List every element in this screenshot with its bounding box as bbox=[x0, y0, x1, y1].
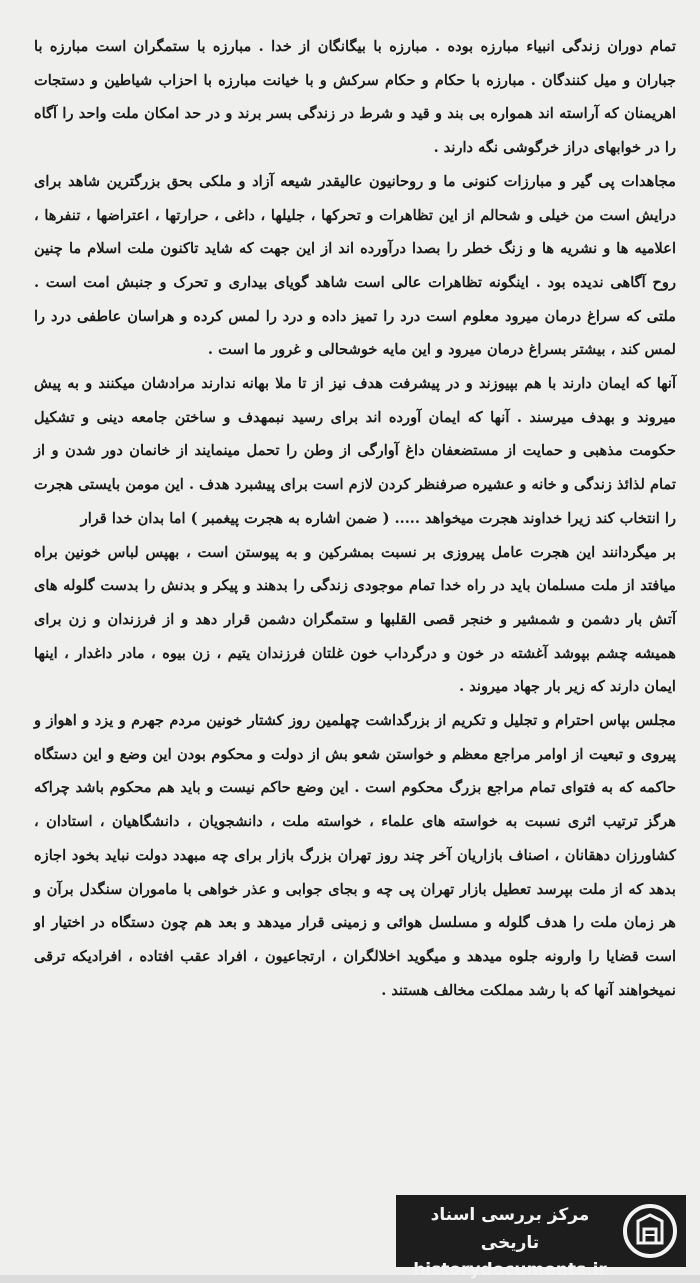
archive-logo-icon bbox=[622, 1203, 678, 1259]
paragraph-5: مجلس بپاس احترام و تجلیل و تکریم از بزرگداشت چهلمین روز کشتار خونین مردم جهرم و یزد و اهواز و پیروی و تبعیت از اوامر مراجع معظم و خواستن شعو بش از دولت و محکوم بودن این وضع و این دستگاه حاکمه که به فتوای تمام مراجع بزرگ محکوم است . این وضع حاکم نیست و باید هم محکوم باشد چراکه هرگز ترتیب اثری نسبت به خواسته های علماء ، خواسته ملت ، دانشجویان ، دانشگاهیان ، استادان ، کشاورزان دهقانان ، اصناف بازاریان آخر چند روز تهران بزرگ بازار برای چه مبهدد دولت نباید بخود اجازه بدهد که از ملت بپرسد تعطیل بازار تهران پی چه و بجای جوابی و عذر خواهی با ماموران سنگدل برآن و هر زمان ملت را هدف گلوله و مسلسل هوائی و زمینی قرار میدهد و بعد هم چون دستگاه در اختیار او است قضایا را وارونه جلوه میدهد و میگوید اخلالگران ، ارتجاعیون ، افراد عقب افتاده ، افرادیکه ترقی نمیخواهند آنها که با رشد مملکت مخالف هستند . bbox=[34, 712, 676, 999]
paragraph-1: تمام دوران زندگی انبیاء مبارزه بوده . مبارزه با بیگانگان از خدا . مبارزه با ستمگران است مبارزه با جباران و میل کنندگان . مبارزه با حکام و حکام سرکش و با خیانت مبارزه با احزاب شیاطین و دستجات اهریمنان که آراسته اند همواره بی بند و قید و شرط در زندگی بسر برند و در حد امکان ملت واحد را آگاه را در خوابهای دراز خرگوشی نگه دارند . bbox=[34, 38, 676, 157]
paragraph-2: مجاهدات پی گیر و مبارزات کنونی ما و روحانیون عالیقدر شیعه آزاد و ملکی بحق بزرگترین شاهد برای درایش است من خیلی و شحالم از این تظاهرات و تحرکها ، جلیلها ، داغی ، حرارتها ، اعتراضها ، تنفرها ، اعلامیه ها و نشریه ها و زنگ خطر را بصدا درآورده اند از این جهت که شاید تاکنون ملت اسلام ما چنین روح آگاهی ندیده بود . اینگونه تظاهرات عالی است شاهد گویای بیداری و تحرک و جنبش امت است . ملتی که سراغ درمان میرود معلوم است درد را تمیز داده و درد را لمس کرده و هراسان عاطفی درد را لمس کند ، بیشتر بسراغ درمان میرود و این مایه خوشحالی و غرور ما است . bbox=[34, 172, 676, 359]
watermark-title: مرکز بررسی اسناد تاریخی bbox=[430, 1205, 590, 1253]
paragraph-3: آنها که ایمان دارند با هم بپیوزند و در پیشرفت هدف نیز از تا ملا بهانه ندارند مرادشان میکنند و به پیش میروند و بهدف میرسند . آنها که ایمان آورده اند برای رسید نبمهدف و ساختن جامعه دینی و تشکیل حکومت مذهبی و حمایت از مستضعفان داغ آوارگی از وطن را تحمل مینمایند از خانمان دور شدن و از تمام لذائذ زندگی و خانه و عشیره صرفنظر کردن لازم است برای پیشبرد هدف . این مومن بایستی هجرت را انتخاب کند زیرا خداوند هجرت میخواهد ..... ( ضمن اشاره به هجرت پیغمبر ) اما بدان خدا قرار bbox=[34, 375, 676, 527]
watermark-banner bbox=[396, 1195, 686, 1280]
watermark-url: historydocuments.ir bbox=[413, 1260, 607, 1280]
paragraph-4: بر میگردانند این هجرت عامل پیروزی بر نسبت بمشرکین و به پیوستن است ، بهپس لباس خونین براه میافتد از ملت مسلمان باید در راه خدا تمام موجودی زندگی را بدهند و پیکر و بدنش را بدست گلوله های آتش بار دشمن و شمشیر و خنجر قصی القلبها و ستمگران دشمن قرار دهد و از فرزندان و زن برای همیشه چشم بپوشد آغشته در خون و درگرداب خون غلتان فرزندان یتیم ، زن بیوه ، مادر داغدار ، اینها ایمان دارند که زیر بار جهاد میروند . bbox=[34, 543, 676, 696]
document-body bbox=[34, 30, 676, 1007]
